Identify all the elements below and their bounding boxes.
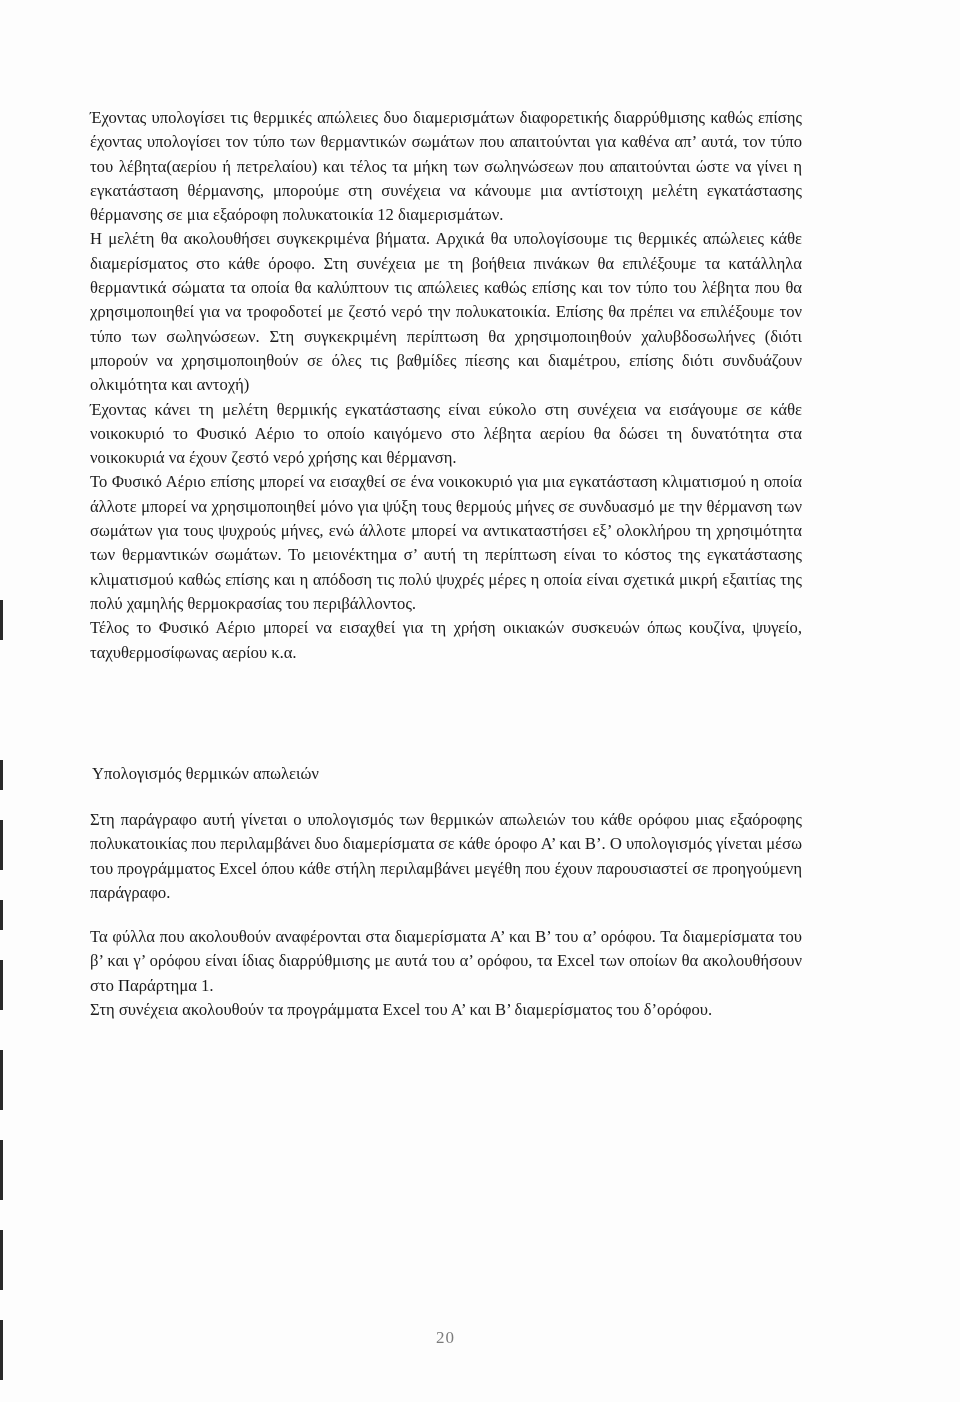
intro-text-block <box>90 106 802 665</box>
scan-edge-mark <box>0 1050 3 1110</box>
paragraph-natural-gas-appliances: Τέλος το Φυσικό Αέριο μπορεί να εισαχθεί για τη χρήση οικιακών συσκευών όπως κουζίνα, ψυγείο, ταχυθερμοσίφωνας αερίου κ.α. <box>90 618 802 662</box>
scan-edge-mark <box>0 1140 3 1200</box>
closing-text-block <box>90 925 802 1022</box>
paragraph-study-steps: Η μελέτη θα ακολουθήσει συγκεκριμένα βήματα. Αρχικά θα υπολογίσουμε τις θερμικές απώλειες κάθε διαμερίσματος στο κάθε όροφο. Στη συνέχεια με τη βοήθεια πινάκων θα επιλέξουμε τα κατάλληλα θερμαντικά σώματα τα οποία θα καλύπτουν τις απώλειες καθώς επίσης και τον τύπο του λέβητα που θα χρησιμοποιηθεί για να τροφοδοτεί με ζεστό νερό την πολυκατοικία. Επίσης θα πρέπει να επιλέξουμε τον τύπο των σωληνώσεων. Στη συγκεκριμένη περίπτωση θα χρησιμοποιηθούν χαλυβδοσωλήνες (διότι μπορούν να χρησιμοποιηθούν σε όλες τις βαθμίδες πίεσης και διαμέτρου, επίσης διότι συνδυάζουν ολκιμότητα και αντοχή) <box>90 229 802 395</box>
scan-edge-mark <box>0 900 3 930</box>
scan-edge-mark <box>0 760 3 790</box>
paragraph-thermal-losses-intro: Έχοντας υπολογίσει τις θερμικές απώλειες δυο διαμερισμάτων διαφορετικής διαρρύθμισης καθώς επίσης έχοντας υπολογίσει τον τύπο των θερμαντικών σωμάτων που απαιτούνται για καθένα απ’ αυτά, τον τύπο του λέβητα(αερίου ή πετρελαίου) και τέλος τα μήκη των σωληνώσεων που απαιτούνται ώστε να γίνει η εγκατάσταση θέρμανσης, μπορούμε στη συνέχεια να κάνουμε μια αντίστοιχη μελέτη εγκατάστασης θέρμανσης σε μια εξαόροφη πολυκατοικία 12 διαμερισμάτων. <box>90 108 802 225</box>
scan-edge-mark <box>0 1320 3 1380</box>
page-number: 20 <box>436 1328 455 1347</box>
scan-edge-mark <box>0 600 3 640</box>
paragraph-natural-gas-cooling: Το Φυσικό Αέριο επίσης μπορεί να εισαχθεί σε ένα νοικοκυριό για μια εγκατάσταση κλιματισμού η οποία άλλοτε μπορεί να χρησιμοποιηθεί μόνο για ψύξη τους θερμούς μήνες σε συνδυασμό με την θέρμανση των σωμάτων για τους ψυχρούς μήνες, ενώ άλλοτε μπορεί να αντικαταστήσει εξ’ ολοκλήρου τη χρησιμότητα των θερμαντικών σωμάτων. Το μειονέκτημα σ’ αυτή τη περίπτωση είναι το κόστος της εγκατάστασης κλιματισμού καθώς επίσης και η απόδοση τις πολύ ψυχρές μέρες η οποία είναι σχετικά μικρή εξαιτίας της πολύ χαμηλής θερμοκρασίας του περιβάλλοντος. <box>90 472 802 613</box>
section-text-block <box>90 808 802 905</box>
paragraph-calculation-description: Στη παράγραφο αυτή γίνεται ο υπολογισμός των θερμικών απωλειών του κάθε ορόφου μιας εξαόροφης πολυκατοικίας που περιλαμβάνει δυο διαμερίσματα σε κάθε όροφο Α’ και Β’. Ο υπολογισμός γίνεται μέσω του προγράμματος Excel όπου κάθε στήλη περιλαμβάνει μεγέθη που έχουν παρουσιαστεί σε προηγούμενη παράγραφο. <box>90 810 802 902</box>
paragraph-natural-gas-heating: Έχοντας κάνει τη μελέτη θερμικής εγκατάστασης είναι εύκολο στη συνέχεια να εισάγουμε σε κάθε νοικοκυριό το Φυσικό Αέριο το οποίο καιγόμενο στο λέβητα αερίου θα δώσει τη δυνατότητα στα νοικοκυριά να έχουν ζεστό νερό χρήσης και θέρμανση. <box>90 399 802 468</box>
scan-edge-mark <box>0 1230 3 1290</box>
paragraph-sheets-reference: Τα φύλλα που ακολουθούν αναφέρονται στα διαμερίσματα Α’ και Β’ του α’ ορόφου. Τα διαμερίσματα του β’ και γ’ ορόφου είναι ίδιας διαρρύθμισης με αυτά του α’ ορόφου, τα Excel των οποίων θα ακολουθήσουν στο Παράρτημα 1. <box>90 927 802 995</box>
scan-edge-mark <box>0 960 3 1010</box>
section-heading: Υπολογισμός θερμικών απωλειών <box>92 764 319 783</box>
scan-edge-mark <box>0 820 3 870</box>
paragraph-excel-programs: Στη συνέχεια ακολουθούν τα προγράμματα Excel του Α’ και Β’ διαμερίσματος του δ’ορόφου. <box>90 999 713 1019</box>
